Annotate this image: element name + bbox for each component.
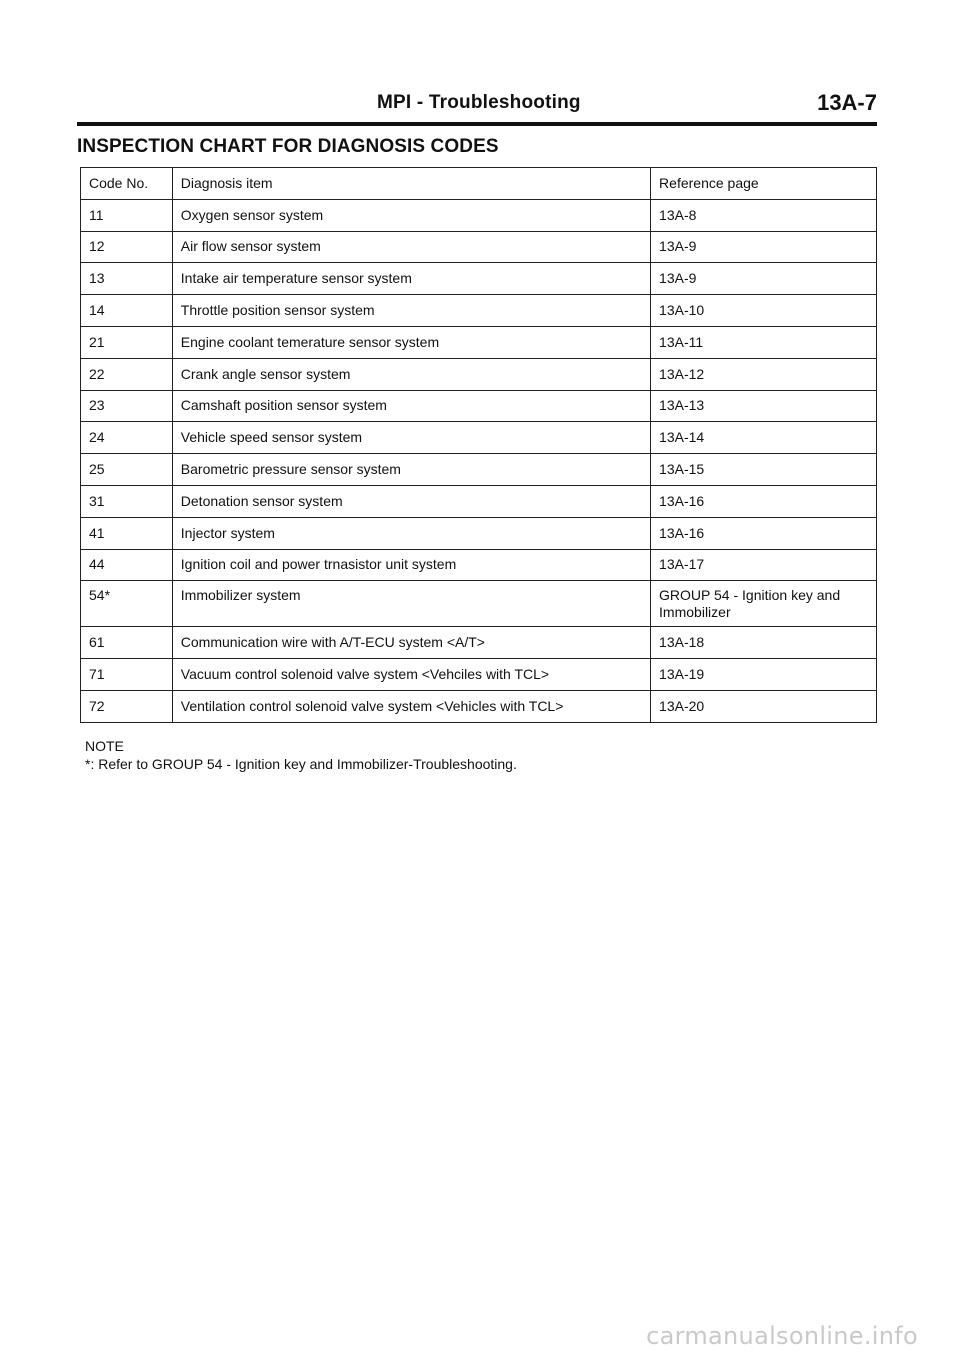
cell-diagnosis-item: Immobilizer system xyxy=(172,581,650,627)
cell-reference-page: 13A-10 xyxy=(651,295,877,327)
table-header-row xyxy=(81,168,877,200)
cell-diagnosis-item: Detonation sensor system xyxy=(172,485,650,517)
note xyxy=(85,737,517,773)
table-row xyxy=(81,690,877,722)
table-row xyxy=(81,326,877,358)
cell-code: 72 xyxy=(81,690,173,722)
diagnosis-codes-table xyxy=(80,167,877,723)
section-heading: INSPECTION CHART FOR DIAGNOSIS CODES xyxy=(77,136,499,157)
cell-code: 13 xyxy=(81,263,173,295)
cell-reference-page: 13A-16 xyxy=(651,485,877,517)
cell-reference-page: 13A-16 xyxy=(651,517,877,549)
column-header-item: Diagnosis item xyxy=(172,168,650,200)
cell-code: 25 xyxy=(81,454,173,486)
table-row xyxy=(81,390,877,422)
cell-reference-page: 13A-14 xyxy=(651,422,877,454)
cell-diagnosis-item: Crank angle sensor system xyxy=(172,358,650,390)
cell-diagnosis-item: Air flow sensor system xyxy=(172,231,650,263)
table-row xyxy=(81,549,877,581)
cell-diagnosis-item: Ignition coil and power trnasistor unit system xyxy=(172,549,650,581)
page-number: 13A-7 xyxy=(817,90,877,115)
table-body xyxy=(81,199,877,722)
note-text: *: Refer to GROUP 54 - Ignition key and Immobilizer-Troubleshooting. xyxy=(85,756,517,772)
page-title: MPI - Troubleshooting xyxy=(377,92,581,113)
cell-code: 41 xyxy=(81,517,173,549)
cell-code: 22 xyxy=(81,358,173,390)
cell-reference-page: 13A-11 xyxy=(651,326,877,358)
table-row xyxy=(81,627,877,659)
watermark: carmanualsonline.info xyxy=(646,1322,918,1350)
cell-reference-page: GROUP 54 - Ignition key and Immobilizer xyxy=(651,581,877,627)
table-row xyxy=(81,422,877,454)
column-header-reference: Reference page xyxy=(651,168,877,200)
cell-diagnosis-item: Injector system xyxy=(172,517,650,549)
cell-code: 12 xyxy=(81,231,173,263)
cell-diagnosis-item: Communication wire with A/T-ECU system <A/T> xyxy=(172,627,650,659)
cell-reference-page: 13A-13 xyxy=(651,390,877,422)
table-row xyxy=(81,199,877,231)
table-row xyxy=(81,358,877,390)
cell-reference-page: 13A-12 xyxy=(651,358,877,390)
cell-code: 21 xyxy=(81,326,173,358)
table-row xyxy=(81,231,877,263)
note-label: NOTE xyxy=(85,738,124,754)
cell-diagnosis-item: Oxygen sensor system xyxy=(172,199,650,231)
cell-code: 23 xyxy=(81,390,173,422)
table-row xyxy=(81,517,877,549)
cell-code: 11 xyxy=(81,199,173,231)
cell-code: 14 xyxy=(81,295,173,327)
cell-reference-page: 13A-9 xyxy=(651,231,877,263)
table-row xyxy=(81,485,877,517)
cell-reference-page: 13A-17 xyxy=(651,549,877,581)
cell-diagnosis-item: Throttle position sensor system xyxy=(172,295,650,327)
cell-code: 44 xyxy=(81,549,173,581)
cell-reference-page: 13A-9 xyxy=(651,263,877,295)
cell-reference-page: 13A-8 xyxy=(651,199,877,231)
cell-code: 71 xyxy=(81,659,173,691)
table-row xyxy=(81,295,877,327)
cell-code: 54* xyxy=(81,581,173,627)
table-row xyxy=(81,454,877,486)
page-header xyxy=(77,88,877,126)
cell-code: 31 xyxy=(81,485,173,517)
column-header-code: Code No. xyxy=(81,168,173,200)
cell-diagnosis-item: Engine coolant temerature sensor system xyxy=(172,326,650,358)
table-row xyxy=(81,659,877,691)
cell-diagnosis-item: Vehicle speed sensor system xyxy=(172,422,650,454)
table-row xyxy=(81,263,877,295)
cell-reference-page: 13A-19 xyxy=(651,659,877,691)
cell-diagnosis-item: Camshaft position sensor system xyxy=(172,390,650,422)
table-row xyxy=(81,581,877,627)
cell-code: 24 xyxy=(81,422,173,454)
cell-reference-page: 13A-15 xyxy=(651,454,877,486)
cell-code: 61 xyxy=(81,627,173,659)
cell-reference-page: 13A-18 xyxy=(651,627,877,659)
cell-diagnosis-item: Barometric pressure sensor system xyxy=(172,454,650,486)
cell-diagnosis-item: Ventilation control solenoid valve system <Vehicles with TCL> xyxy=(172,690,650,722)
cell-reference-page: 13A-20 xyxy=(651,690,877,722)
cell-diagnosis-item: Vacuum control solenoid valve system <Vehciles with TCL> xyxy=(172,659,650,691)
cell-diagnosis-item: Intake air temperature sensor system xyxy=(172,263,650,295)
